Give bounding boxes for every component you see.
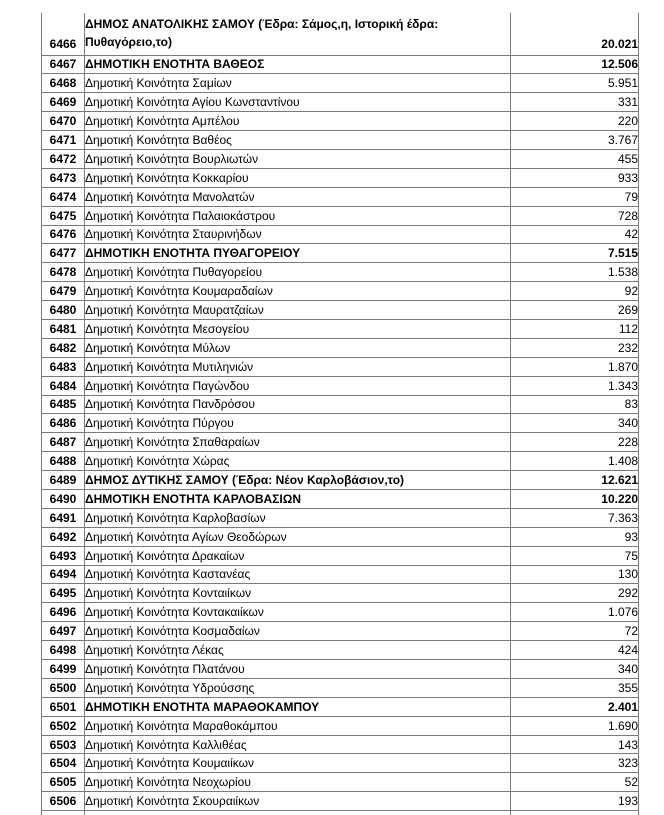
table-row [42,433,639,452]
table-row [42,716,639,735]
row-number-cell: 6467 [42,55,85,74]
entity-name-cell: Δημοτική Κοινότητα Πύργου [85,414,511,433]
table-row [42,395,639,414]
entity-name-cell: Δημοτική Κοινότητα Σαμίων [85,74,511,93]
table-row [42,678,639,697]
table-row [42,546,639,565]
entity-name-cell: Δημοτική Κοινότητα Υδρούσσης [85,678,511,697]
empty-cell [42,811,85,815]
row-number-cell: 6498 [42,641,85,660]
row-number-cell: 6475 [42,206,85,225]
entity-name-cell: Δημοτική Κοινότητα Παγώνδου [85,376,511,395]
entity-name-cell: Δημοτική Κοινότητα Βουρλιωτών [85,149,511,168]
table-row [42,660,639,679]
population-value-cell: 12.506 [511,55,639,74]
entity-name-cell: ΔΗΜΟΤΙΚΗ ΕΝΟΤΗΤΑ ΚΑΡΛΟΒΑΣΙΩΝ [85,489,511,508]
census-table-container [41,13,638,815]
row-number-cell: 6468 [42,74,85,93]
entity-name-cell: Δημοτική Κοινότητα Βαθέος [85,131,511,150]
row-number-cell: 6497 [42,622,85,641]
population-value-cell: 228 [511,433,639,452]
entity-name-cell: Δημοτική Κοινότητα Καλλιθέας [85,735,511,754]
table-row [42,131,639,150]
empty-cell [511,811,639,815]
row-number-cell: 6502 [42,716,85,735]
row-number-cell: 6495 [42,584,85,603]
population-value-cell: 1.870 [511,357,639,376]
population-value-cell: 933 [511,168,639,187]
population-value-cell: 292 [511,584,639,603]
population-value-cell: 92 [511,282,639,301]
row-number-cell: 6494 [42,565,85,584]
row-number-cell: 6476 [42,225,85,244]
row-number-cell: 6478 [42,263,85,282]
table-row [42,508,639,527]
entity-name-cell: Δημοτική Κοινότητα Μύλων [85,338,511,357]
table-row [42,168,639,187]
table-row [42,584,639,603]
row-number-cell: 6477 [42,244,85,263]
entity-name-cell: Δημοτική Κοινότητα Κουμαιίκων [85,754,511,773]
entity-name-cell: Δημοτική Κοινότητα Κονταιίκων [85,584,511,603]
row-number-cell: 6489 [42,471,85,490]
row-number-cell: 6481 [42,319,85,338]
table-row [42,282,639,301]
row-number-cell: 6504 [42,754,85,773]
entity-name-cell: Δημοτική Κοινότητα Πανδρόσου [85,395,511,414]
population-value-cell: 2.401 [511,697,639,716]
population-value-cell: 93 [511,527,639,546]
row-number-cell: 6482 [42,338,85,357]
population-value-cell: 1.076 [511,603,639,622]
table-row [42,489,639,508]
entity-name-cell: Δημοτική Κοινότητα Μανολατών [85,187,511,206]
table-row [42,792,639,811]
population-value-cell: 5.951 [511,74,639,93]
row-number-cell: 6491 [42,508,85,527]
entity-name-cell: Δημοτική Κοινότητα Κοσμαδαίων [85,622,511,641]
entity-name-cell: Δημοτική Κοινότητα Νεοχωρίου [85,773,511,792]
entity-name-cell: ΔΗΜΟΤΙΚΗ ΕΝΟΤΗΤΑ ΒΑΘΕΟΣ [85,55,511,74]
table-row [42,773,639,792]
table-row [42,622,639,641]
table-row [42,55,639,74]
row-number-cell: 6503 [42,735,85,754]
population-value-cell: 20.021 [511,13,639,55]
population-value-cell: 83 [511,395,639,414]
population-value-cell: 10.220 [511,489,639,508]
table-row [42,187,639,206]
table-row [42,149,639,168]
entity-name-cell: Δημοτική Κοινότητα Καστανέας [85,565,511,584]
entity-name-cell: Δημοτική Κοινότητα Αμπέλου [85,112,511,131]
entity-name-cell: Δημοτική Κοινότητα Καρλοβασίων [85,508,511,527]
entity-name-cell: Δημοτική Κοινότητα Χώρας [85,452,511,471]
population-value-cell: 1.408 [511,452,639,471]
entity-name-cell: Δημοτική Κοινότητα Μυτιληνιών [85,357,511,376]
entity-name-cell: ΔΗΜΟΤΙΚΗ ΕΝΟΤΗΤΑ ΜΑΡΑΘΟΚΑΜΠΟΥ [85,697,511,716]
entity-name-cell: Δημοτική Κοινότητα Κοντακαιίκων [85,603,511,622]
table-row [42,13,639,55]
table-row [42,452,639,471]
table-row [42,697,639,716]
entity-name-cell: Δημοτική Κοινότητα Λέκας [85,641,511,660]
empty-cell [85,811,511,815]
population-value-cell: 269 [511,301,639,320]
row-number-cell: 6492 [42,527,85,546]
row-number-cell: 6505 [42,773,85,792]
row-number-cell: 6499 [42,660,85,679]
row-number-cell: 6485 [42,395,85,414]
population-value-cell: 424 [511,641,639,660]
population-value-cell: 1.538 [511,263,639,282]
entity-name-cell: Δημοτική Κοινότητα Αγίου Κωνσταντίνου [85,93,511,112]
population-value-cell: 143 [511,735,639,754]
row-number-cell: 6483 [42,357,85,376]
population-value-cell: 42 [511,225,639,244]
table-row [42,735,639,754]
population-value-cell: 340 [511,414,639,433]
population-value-cell: 7.515 [511,244,639,263]
entity-name-cell: ΔΗΜΟΣ ΔΥΤΙΚΗΣ ΣΑΜΟΥ (Έδρα: Νέον Καρλοβάσιον,το) [85,471,511,490]
population-value-cell: 323 [511,754,639,773]
population-value-cell: 72 [511,622,639,641]
table-row [42,357,639,376]
table-row [42,641,639,660]
table-row [42,338,639,357]
row-number-cell: 6493 [42,546,85,565]
entity-name-cell: Δημοτική Κοινότητα Κοκκαρίου [85,168,511,187]
row-number-cell: 6484 [42,376,85,395]
population-value-cell: 12.621 [511,471,639,490]
population-value-cell: 3.767 [511,131,639,150]
entity-name-cell: Δημοτική Κοινότητα Παλαιοκάστρου [85,206,511,225]
entity-name-cell: Δημοτική Κοινότητα Αγίων Θεοδώρων [85,527,511,546]
row-number-cell: 6480 [42,301,85,320]
population-value-cell: 355 [511,678,639,697]
row-number-cell: 6486 [42,414,85,433]
row-number-cell: 6501 [42,697,85,716]
entity-name-cell: ΔΗΜΟΤΙΚΗ ΕΝΟΤΗΤΑ ΠΥΘΑΓΟΡΕΙΟΥ [85,244,511,263]
row-number-cell: 6474 [42,187,85,206]
table-row [42,112,639,131]
population-table-body [42,13,639,815]
population-value-cell: 75 [511,546,639,565]
row-number-cell: 6473 [42,168,85,187]
population-value-cell: 7.363 [511,508,639,527]
population-value-cell: 112 [511,319,639,338]
row-number-cell: 6469 [42,93,85,112]
entity-name-cell: Δημοτική Κοινότητα Σκουραιίκων [85,792,511,811]
table-row [42,414,639,433]
row-number-cell: 6466 [42,13,85,55]
population-value-cell: 728 [511,206,639,225]
population-value-cell: 193 [511,792,639,811]
population-value-cell: 1.343 [511,376,639,395]
table-row-partial [42,811,639,815]
population-value-cell: 455 [511,149,639,168]
table-row [42,244,639,263]
row-number-cell: 6496 [42,603,85,622]
table-row [42,376,639,395]
table-row [42,206,639,225]
population-value-cell: 220 [511,112,639,131]
entity-name-cell: Δημοτική Κοινότητα Μαραθοκάμπου [85,716,511,735]
row-number-cell: 6470 [42,112,85,131]
population-value-cell: 331 [511,93,639,112]
entity-name-cell: Δημοτική Κοινότητα Σπαθαραίων [85,433,511,452]
table-row [42,225,639,244]
table-row [42,74,639,93]
row-number-cell: 6487 [42,433,85,452]
entity-name-cell: ΔΗΜΟΣ ΑΝΑΤΟΛΙΚΗΣ ΣΑΜΟΥ (Έδρα: Σάμος,η, Ιστορική έδρα: Πυθαγόρειο,το) [85,13,511,55]
population-value-cell: 340 [511,660,639,679]
population-value-cell: 130 [511,565,639,584]
table-row [42,754,639,773]
entity-name-cell: Δημοτική Κοινότητα Μαυρατζαίων [85,301,511,320]
entity-name-cell: Δημοτική Κοινότητα Πλατάνου [85,660,511,679]
population-value-cell: 1.690 [511,716,639,735]
entity-name-cell: Δημοτική Κοινότητα Μεσογείου [85,319,511,338]
entity-name-cell: Δημοτική Κοινότητα Κουμαραδαίων [85,282,511,301]
entity-name-cell: Δημοτική Κοινότητα Δρακαίων [85,546,511,565]
row-number-cell: 6479 [42,282,85,301]
row-number-cell: 6506 [42,792,85,811]
entity-name-cell: Δημοτική Κοινότητα Πυθαγορείου [85,263,511,282]
table-row [42,603,639,622]
population-table [41,13,639,815]
row-number-cell: 6488 [42,452,85,471]
row-number-cell: 6500 [42,678,85,697]
population-value-cell: 52 [511,773,639,792]
population-value-cell: 232 [511,338,639,357]
row-number-cell: 6472 [42,149,85,168]
row-number-cell: 6471 [42,131,85,150]
entity-name-cell: Δημοτική Κοινότητα Σταυρινήδων [85,225,511,244]
table-row [42,263,639,282]
table-row [42,527,639,546]
population-value-cell: 79 [511,187,639,206]
row-number-cell: 6490 [42,489,85,508]
table-row [42,93,639,112]
table-row [42,565,639,584]
table-row [42,319,639,338]
table-row [42,301,639,320]
table-row [42,471,639,490]
